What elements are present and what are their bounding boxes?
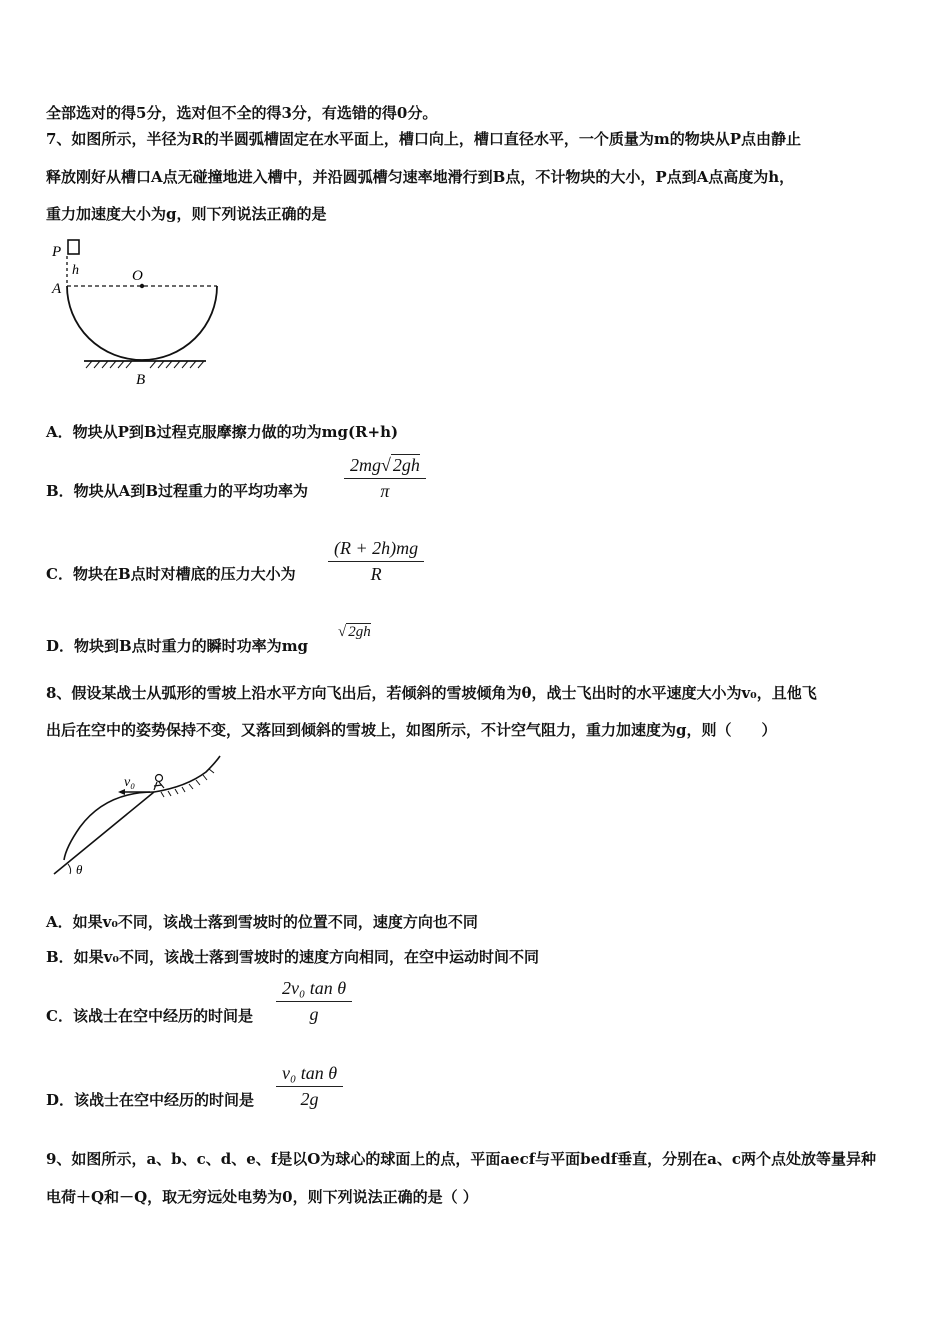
q8-option-a: A．如果v₀不同，该战士落到雪坡时的位置不同，速度方向也不同 bbox=[46, 913, 478, 931]
label-a: A bbox=[52, 281, 62, 297]
q7-option-a: A．物块从P到B过程克服摩擦力做的功为mg(R+h) bbox=[46, 423, 399, 441]
q7-option-c-formula bbox=[328, 538, 424, 585]
q7-c-denominator: R bbox=[370, 564, 382, 584]
q8-option-c: C．该战士在空中经历的时间是 bbox=[46, 1007, 253, 1025]
label-v0: v₀ bbox=[124, 775, 136, 790]
soldier-icon bbox=[154, 775, 164, 791]
q8-stem-line2: 出后在空中的姿势保持不变，又落回到倾斜的雪坡上，如图所示，不计空气阻力，重力加速度为g，则（ ） bbox=[46, 721, 777, 739]
intro-text: 全部选对的得5分，选对但不全的得3分，有选错的得0分。 bbox=[46, 104, 438, 122]
q7-stem-line3: 重力加速度大小为g，则下列说法正确的是 bbox=[46, 205, 327, 223]
q7-option-b-formula bbox=[344, 455, 426, 502]
q8-d-numerator: v₀ tan θ bbox=[276, 1063, 343, 1087]
q7-option-d-formula bbox=[338, 624, 371, 641]
label-h: h bbox=[72, 263, 79, 278]
angle-arc bbox=[68, 864, 71, 874]
center-dot bbox=[140, 284, 144, 288]
q7-stem-line2: 释放刚好从槽口A点无碰撞地进入槽中，并沿圆弧槽匀速率地滑行到B点，不计物块的大小，P点到A点高度为h， bbox=[46, 168, 795, 186]
q7-b-denominator: π bbox=[380, 481, 390, 501]
q8-c-numerator: 2v₀ tan θ bbox=[276, 978, 352, 1002]
q7-c-numerator: (R + 2h)mg bbox=[328, 538, 424, 562]
q8-c-denominator: g bbox=[309, 1004, 319, 1024]
q7-b-radicand: 2gh bbox=[392, 455, 420, 475]
q7-option-b: B．物块从A到B过程重力的平均功率为 bbox=[46, 482, 308, 500]
block-icon bbox=[68, 240, 79, 254]
q8-stem-line1: 8、假设某战士从弧形的雪坡上沿水平方向飞出后，若倾斜的雪坡倾角为θ，战士飞出时的水平速度大小为v₀，且他飞 bbox=[46, 684, 817, 702]
q9-stem-line1: 9、如图所示，a、b、c、d、e、f是以O为球心的球面上的点，平面aecf与平面bedf垂直，分别在a、c两个点处放等量异种 bbox=[46, 1150, 877, 1168]
semicircle-groove bbox=[67, 286, 217, 360]
q8-figure bbox=[46, 752, 236, 882]
sqrt-sign: √ bbox=[338, 624, 347, 640]
q7-d-radicand: 2gh bbox=[348, 624, 371, 640]
q9-stem-line2: 电荷＋Q和－Q，取无穷远处电势为0，则下列说法正确的是（ ） bbox=[46, 1188, 478, 1206]
label-b: B bbox=[136, 372, 146, 388]
label-o: O bbox=[132, 268, 143, 284]
q8-d-denominator: 2g bbox=[300, 1089, 319, 1109]
ground-hatch bbox=[86, 361, 204, 368]
sqrt-sign: √ bbox=[381, 455, 391, 475]
q7-stem-line1: 7、如图所示，半径为R的半圆弧槽固定在水平面上，槽口向上，槽口直径水平，一个质量为m的物块从P点由静止 bbox=[46, 130, 802, 148]
q7-b-numerator: 2mg bbox=[350, 455, 381, 475]
q8-option-c-formula bbox=[276, 978, 352, 1025]
q7-option-c: C．物块在B点时对槽底的压力大小为 bbox=[46, 565, 296, 583]
label-theta: θ bbox=[76, 862, 83, 877]
snow-slope bbox=[54, 756, 220, 874]
q8-option-d-formula bbox=[276, 1063, 343, 1110]
q8-option-b: B．如果v₀不同，该战士落到雪坡时的速度方向相同，在空中运动时间不同 bbox=[46, 948, 539, 966]
label-p: P bbox=[52, 244, 62, 260]
q7-option-d: D．物块到B点时重力的瞬时功率为mg bbox=[46, 637, 309, 655]
q8-option-d: D．该战士在空中经历的时间是 bbox=[46, 1091, 255, 1109]
q7-figure bbox=[46, 236, 236, 391]
